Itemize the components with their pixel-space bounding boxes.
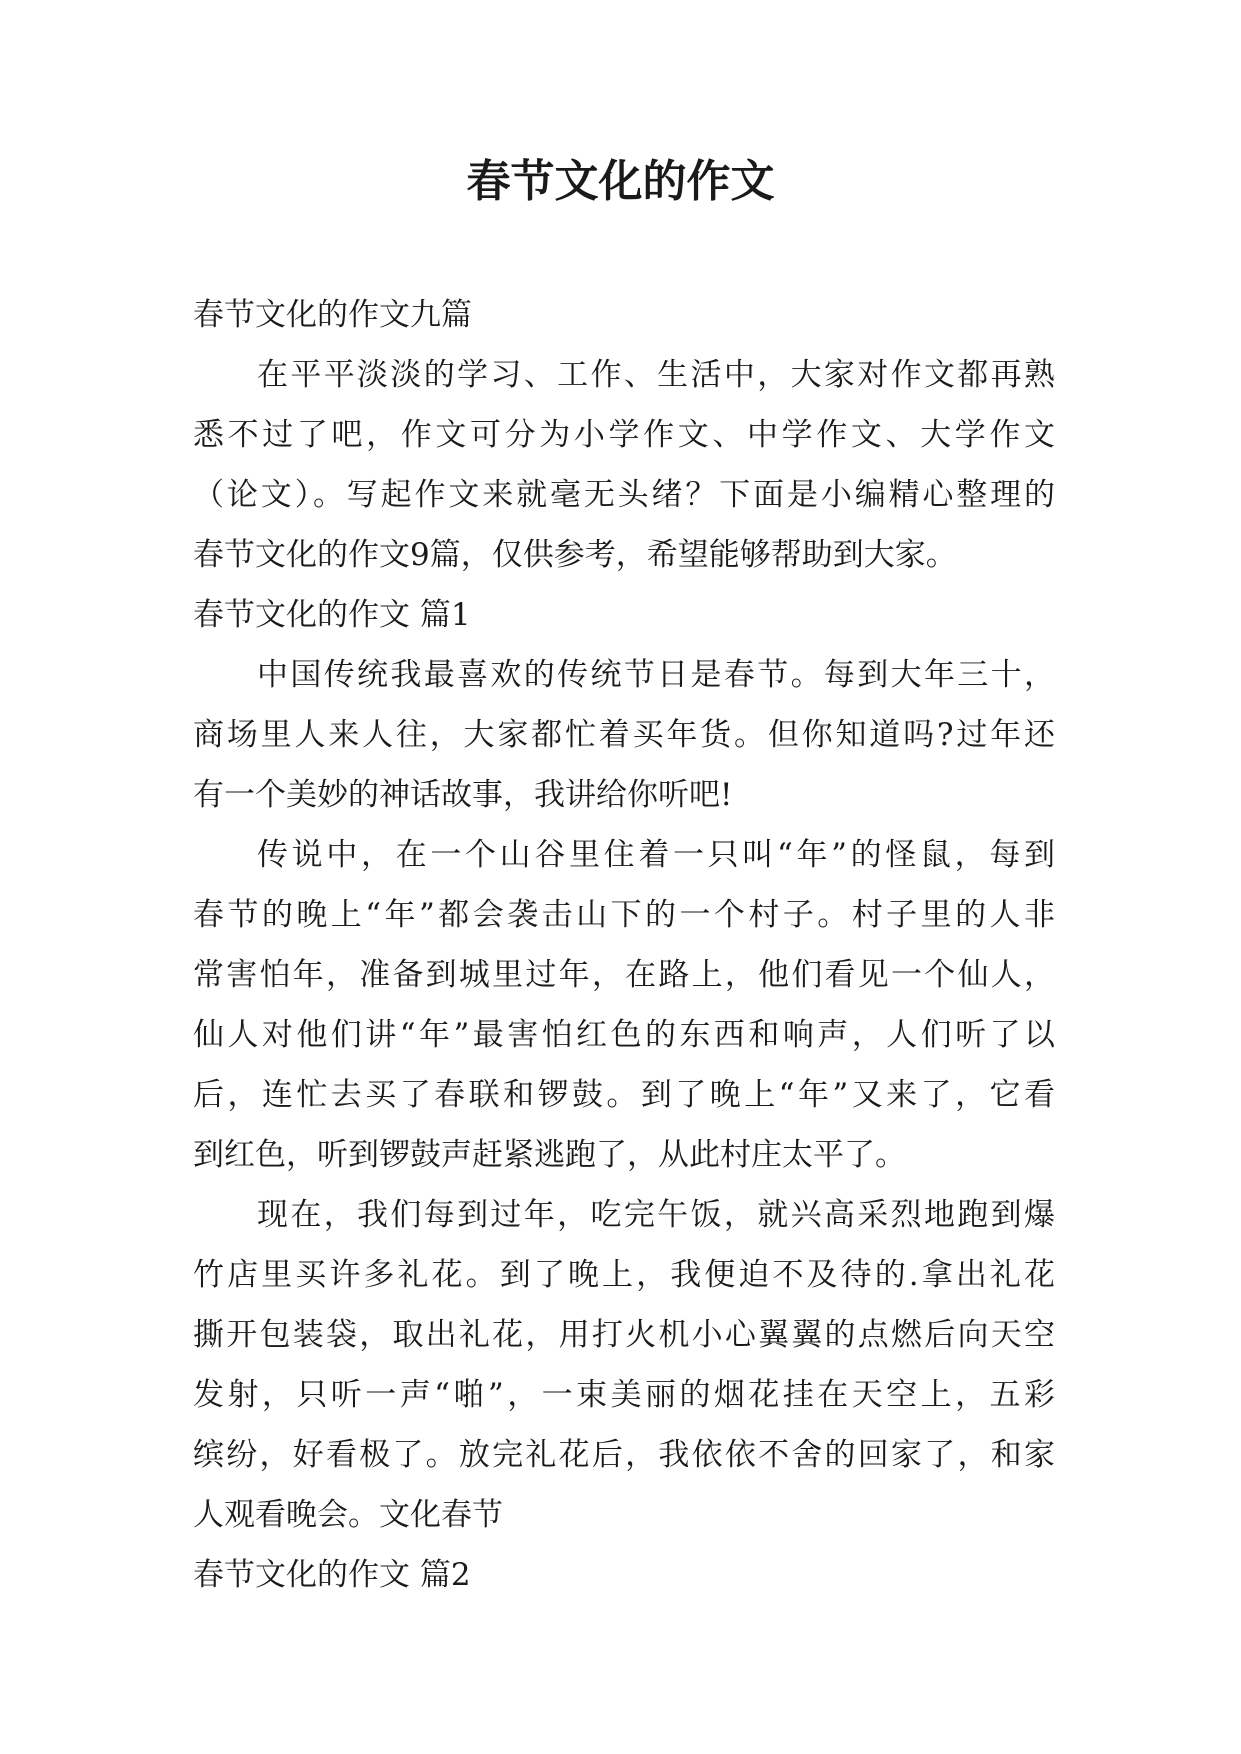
text-line: 撕开包装袋，取出礼花，用打火机小心翼翼的点燃后向天空 xyxy=(193,1317,1055,1353)
text-line: 到红色，听到锣鼓声赶紧逃跑了，从此村庄太平了。 xyxy=(193,1137,906,1173)
text-line: 常害怕年，准备到城里过年，在路上，他们看见一个仙人， xyxy=(193,957,1055,993)
text-line: 春节文化的作文 篇1 xyxy=(193,597,471,633)
text-line: 在平平淡淡的学习、工作、生活中，大家对作文都再熟 xyxy=(257,357,1055,393)
text-line: 人观看晚会。文化春节 xyxy=(193,1497,503,1533)
text-line: 商场里人来人往，大家都忙着买年货。但你知道吗?过年还 xyxy=(193,717,1055,753)
text-line: 后，连忙去买了春联和锣鼓。到了晚上“年”又来了，它看 xyxy=(193,1077,1055,1113)
document-title: 春节文化的作文 xyxy=(466,156,775,207)
text-line: 竹店里买许多礼花。到了晚上，我便迫不及待的.拿出礼花 xyxy=(193,1257,1055,1293)
text-line: （论文）。写起作文来就毫无头绪？下面是小编精心整理的 xyxy=(193,477,1055,513)
text-line: 发射，只听一声“啪”，一束美丽的烟花挂在天空上，五彩 xyxy=(193,1377,1055,1413)
text-line: 现在，我们每到过年，吃完午饭，就兴高采烈地跑到爆 xyxy=(257,1197,1055,1233)
text-line: 有一个美妙的神话故事，我讲给你听吧! xyxy=(193,777,733,813)
text-line: 缤纷，好看极了。放完礼花后，我依依不舍的回家了，和家 xyxy=(193,1437,1055,1473)
text-line: 春节文化的作文9篇，仅供参考，希望能够帮助到大家。 xyxy=(193,537,957,573)
text-line: 春节文化的作文九篇 xyxy=(193,297,472,333)
text-line: 春节文化的作文 篇2 xyxy=(193,1557,471,1593)
text-line: 仙人对他们讲“年”最害怕红色的东西和响声，人们听了以 xyxy=(193,1017,1055,1053)
document-body xyxy=(193,285,1055,1605)
text-line: 春节的晚上“年”都会袭击山下的一个村子。村子里的人非 xyxy=(193,897,1055,933)
text-line: 传说中，在一个山谷里住着一只叫“年”的怪鼠，每到 xyxy=(257,837,1055,873)
text-line: 悉不过了吧，作文可分为小学作文、中学作文、大学作文 xyxy=(193,417,1055,453)
text-line: 中国传统我最喜欢的传统节日是春节。每到大年三十， xyxy=(257,657,1055,693)
